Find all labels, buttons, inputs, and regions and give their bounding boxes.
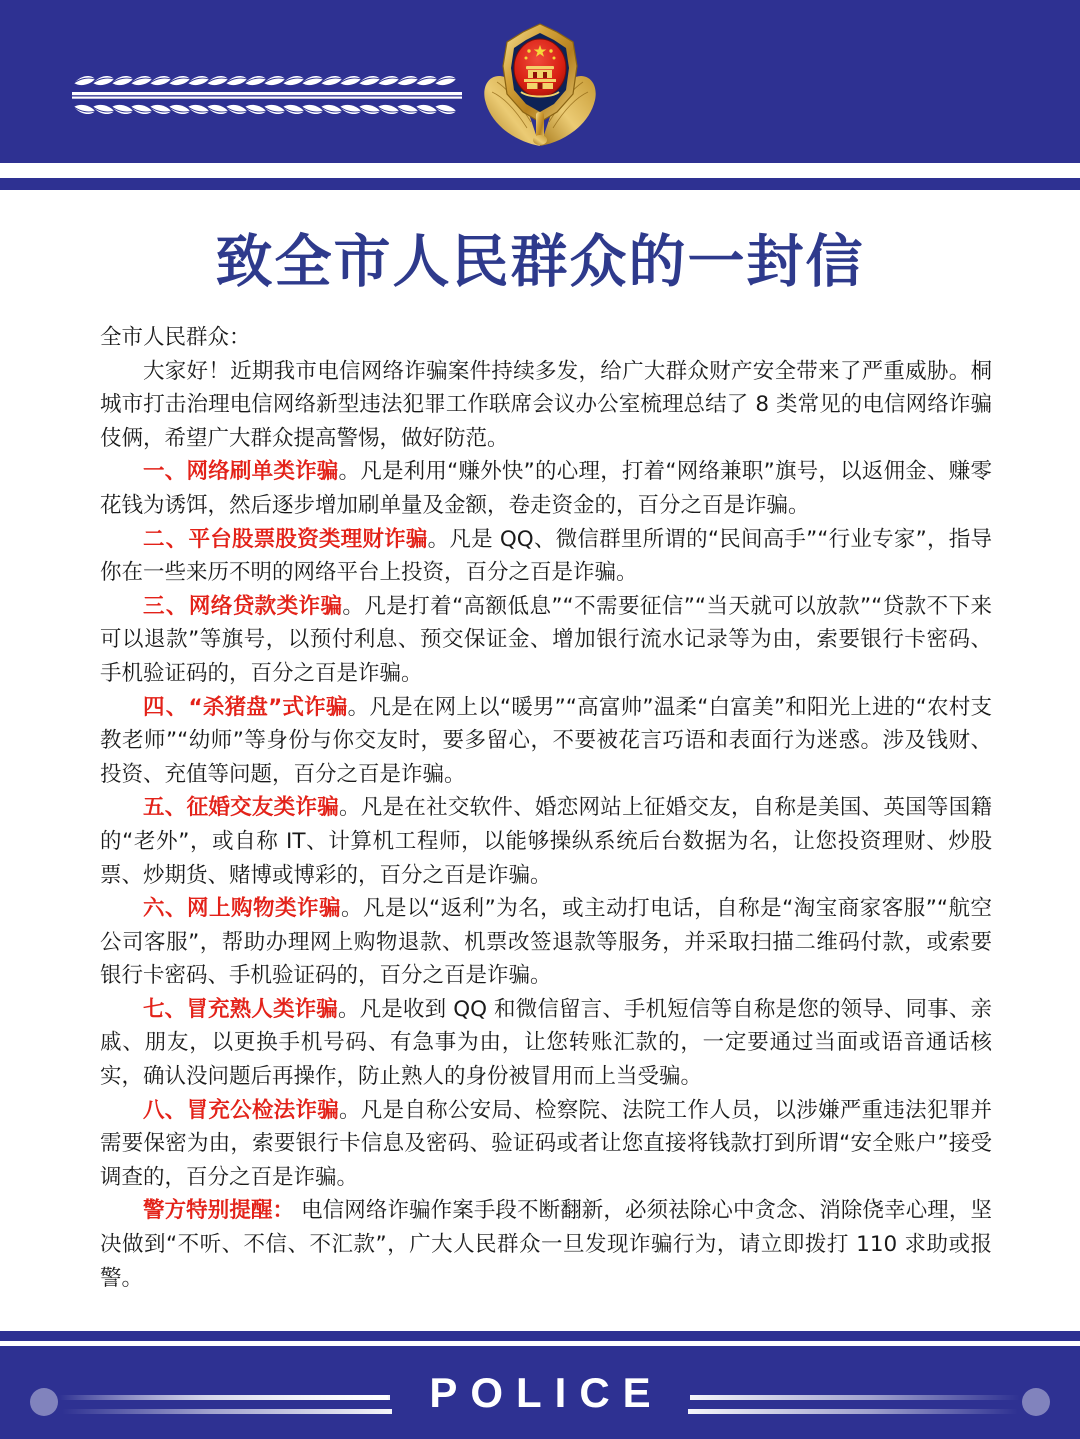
fraud-item-2-heading: 平台股票股资类理财诈骗 (188, 526, 428, 552)
poster-footer (0, 1346, 1080, 1439)
letter-body (0, 321, 1080, 1295)
fraud-item-4-heading: “杀猪盘”式诈骗 (188, 694, 348, 720)
fraud-item-1 (100, 455, 992, 522)
fraud-item-6 (100, 892, 992, 993)
china-police-badge (477, 18, 603, 146)
police-warning (100, 1194, 992, 1295)
fraud-item-8-body: 。凡是自称公安局、检察院、法院工作人员，以涉嫌严重违法犯罪并需要保密为由，索要银行卡信息及密码、验证码或者让您直接将钱款打到所谓“安全账户”接受调查的，百分之百是诈骗。 (100, 1097, 992, 1190)
fraud-item-6-body: 。凡是以“返利”为名，或主动打电话，自称是“淘宝商家客服”“航空公司客服”，帮助办理网上购物退款、机票改签退款等服务，并采取扫描二维码付款，或索要银行卡密码、手机验证码的，百分之百是诈骗。 (100, 896, 992, 989)
fraud-item-5-heading: 征婚交友类诈骗 (186, 795, 339, 821)
fraud-item-2-number: 二、 (143, 526, 189, 552)
fraud-item-2-body: 。凡是 QQ、微信群里所谓的“民间高手”“行业专家”，指导你在一些来历不明的网络平台上投资，百分之百是诈骗。 (100, 526, 992, 586)
fraud-item-2 (100, 523, 992, 590)
fraud-item-7-heading: 冒充熟人类诈骗 (186, 996, 338, 1022)
fraud-item-5 (100, 791, 992, 892)
fraud-item-4-body: 。凡是在网上以“暖男”“高富帅”温柔“白富美”和阳光上进的“农村支教老师”“幼师”等身份与你交友时，要多留心，不要被花言巧语和表面行为迷惑。涉及钱财、投资、充值等问题，百分之百是诈骗。 (100, 694, 992, 787)
police-warning-body: 电信网络诈骗作案手段不断翻新，必须祛除心中贪念、消除侥幸心理，坚决做到“不听、不信、不汇款”，广大人民群众一旦发现诈骗行为，请立即拨打 110 求助或报警。 (100, 1198, 992, 1291)
fraud-item-8-number: 八、 (143, 1097, 187, 1123)
fraud-item-4-number: 四、 (143, 694, 189, 720)
poster-footer-wrap (0, 1331, 1080, 1439)
fraud-item-3-heading: 网络贷款类诈骗 (188, 593, 343, 619)
fraud-item-3 (100, 590, 992, 691)
poster-header (0, 0, 1080, 163)
fraud-item-5-body: 。凡是在社交软件、婚恋网站上征婚交友，自称是美国、英国等国籍的“老外”，或自称 IT、计算机工程师，以能够操纵系统后台数据为名，让您投资理财、炒股票、炒期货、赌博或博彩的，百分之百是诈骗。 (100, 795, 992, 888)
fraud-item-5-number: 五、 (143, 795, 187, 821)
fraud-item-7 (100, 993, 992, 1094)
wheat-branch-ornament-left (72, 72, 462, 118)
fraud-item-1-heading: 网络刷单类诈骗 (186, 459, 339, 485)
intro-paragraph: 大家好！近期我市电信网络诈骗案件持续多发，给广大群众财产安全带来了严重威胁。桐城市打击治理电信网络新型违法犯罪工作联席会议办公室梳理总结了 8 类常见的电信网络诈骗伎俩，希望广大群众提高警惕，做好防范。 (100, 358, 992, 451)
fraud-item-8 (100, 1094, 992, 1195)
footer-accent-stripe (0, 1331, 1080, 1341)
police-warning-label: 警方特别提醒： (143, 1198, 295, 1224)
page-title: 致全市人民群众的一封信 (215, 229, 865, 295)
header-white-gap (0, 163, 1080, 178)
fraud-item-3-body: 。凡是打着“高额低息”“不需要征信”“当天就可以放款”“贷款不下来可以退款”等旗号，以预付利息、预交保证金、增加银行流水记录等为由，索要银行卡密码、手机验证码的，百分之百是诈骗。 (100, 593, 992, 686)
fraud-item-1-body: 。凡是利用“赚外快”的心理，打着“网络兼职”旗号，以返佣金、赚零花钱为诱饵，然后逐步增加刷单量及金额，卷走资金的，百分之百是诈骗。 (100, 459, 992, 518)
fraud-item-6-number: 六、 (143, 896, 187, 922)
fraud-item-1-number: 一、 (143, 459, 187, 485)
fraud-item-7-body: 。凡是收到 QQ 和微信留言、手机短信等自称是您的领导、同事、亲戚、朋友，以更换手机号码、有急事为由，让您转账汇款的，一定要通过当面或语音通话核实，确认没问题后再操作，防止熟人的身份被冒用而上当受骗。 (100, 996, 992, 1090)
fraud-item-3-number: 三、 (143, 593, 189, 619)
header-accent-stripe (0, 178, 1080, 190)
fraud-item-4 (100, 691, 992, 792)
fraud-item-8-heading: 冒充公检法诈骗 (186, 1097, 339, 1123)
poster-sheet (0, 196, 1080, 1395)
police-wordmark: POLICE (429, 1368, 664, 1416)
salutation: 全市人民群众： (100, 325, 251, 350)
fraud-item-7-number: 七、 (143, 996, 187, 1022)
fraud-item-6-heading: 网上购物类诈骗 (187, 896, 341, 922)
